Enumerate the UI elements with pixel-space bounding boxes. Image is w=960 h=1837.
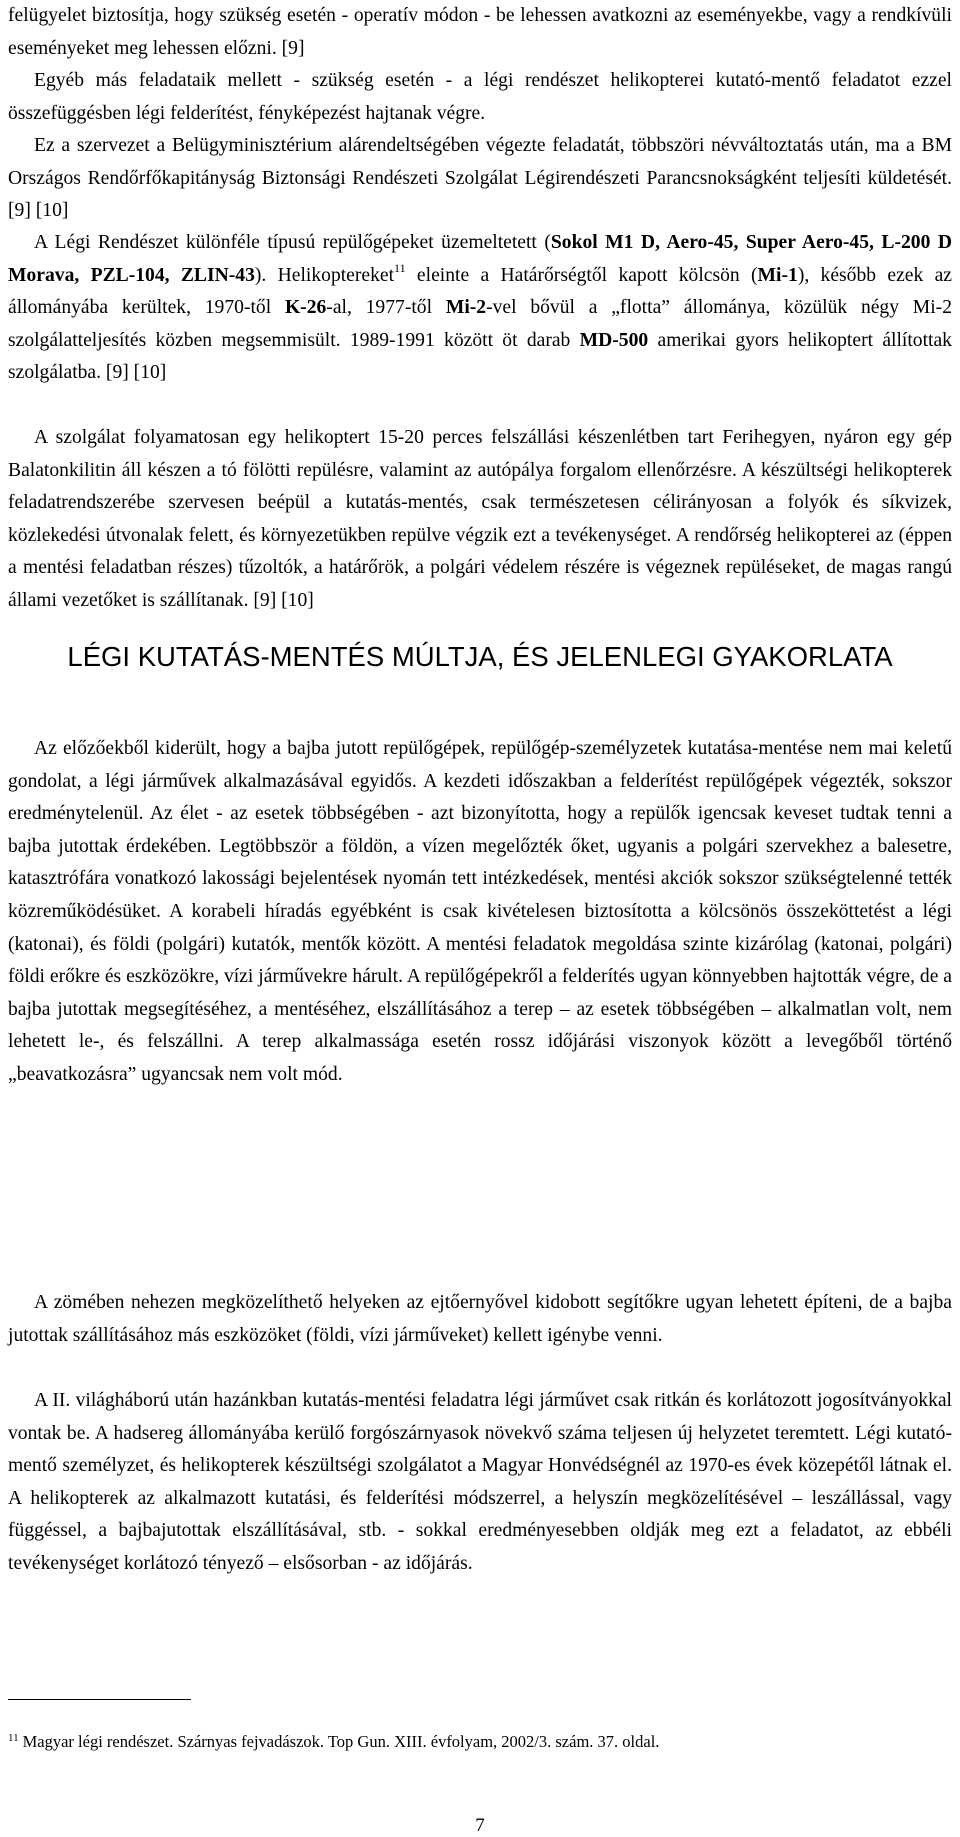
paragraph-organization: Ez a szervezet a Belügyminisztérium alárendeltségében végezte feladatát, többszöri névváltoztatás után, ma a BM Országos Rendőrfőkapitányság Biztonsági Rendészeti Szolgálat Légirendészeti Parancsnokságként teljesíti küldetését. [9] [10] [8, 135, 952, 222]
paragraph-other-tasks: Egyéb más feladataik mellett - szükség esetén - a légi rendészet helikopterei kutató-mentő feladatot ezzel összefüggésben légi felderítést, fényképezést hajtanak végre. [8, 70, 952, 124]
paragraph-parachute: A zömében nehezen megközelíthető helyeken az ejtőernyővel kidobott segítőkre ugyan lehetett építeni, de a bajba jutottak szállításához más eszközöket (földi, vízi járműveket) kellett igénybe venni. [8, 1292, 952, 1346]
footnote-text: Magyar légi rendészet. Szárnyas fejvadászok. Top Gun. XIII. évfolyam, 2002/3. szám. 37. oldal. [22, 1732, 660, 1751]
fleet-aircraft-types: Sokol M1 D, Aero-45, Super Aero-45, L-200 D Morava, PZL-104, ZLIN-43 [8, 232, 952, 286]
paragraph-history: Az előzőekből kiderült, hogy a bajba jutott repülőgépek, repülőgép-személyzetek kutatása-mentése nem mai keletű gondolat, a légi járművek alkalmazásával egyidős. A kezdeti időszakban a felderítést repülőgépek végezték, sokszor eredménytelenül. Az élet - az esetek többségében - azt bizonyította, hogy a repülők igencsak keveset tudtak tenni a bajba jutottak érdekében. Legtöbbször a földön, a vízen megelőzték őket, ugyanis a polgári szervekhez a balesetre, katasztrófára vonatkozó lakossági bejelentések nyomán tett intézkedések, mentési akciók sokszor szükségtelenné tették közreműködésüket. A korabeli híradás egyébként is csak kivételesen biztosította a kölcsönös összeköttetést a légi (katonai), és földi (polgári) kutatók, mentők között. A mentési feladatok megoldása szinte kizárólag (katonai, polgári) földi erőkre és eszközökre, vízi járművekre hárult. A repülőgépekről a felderítés ugyan könnyebben hajtották végre, de a bajba jutottak megsegítéséhez, a mentéséhez, elszállításához a terep – az esetek többségében – alkalmatlan volt, nem lehetett le-, és felszállni. A terep alkalmassága esetén rossz időjárási viszonyok között a levegőből történő „beavatkozásra” ugyancsak nem volt mód. [8, 738, 952, 1085]
paragraph-intro: felügyelet biztosítja, hogy szükség esetén - operatív módon - be lehessen avatkozni az eseményekbe, vagy a rendkívüli eseményeket meg lehessen előzni. [9] [8, 5, 952, 59]
paragraph-fleet: A Légi Rendészet különféle típusú repülőgépeket üzemeltetett (Sokol M1 D, Aero-45, Super Aero-45, L-200 D Morava, PZL-104, ZLIN-43). Helikoptereket$^{11}$ eleinte a Határőrségtől kapott kölcsön (Mi-1), később ezek az állományába kerültek, 1970-től K-26-al, 1977-től Mi-2-vel bővül a „flotta” állománya, közülük négy Mi-2 szolgálatteljesítés közben megsemmisült. 1989-1991 között öt darab MD-500 amerikai gyors helikoptert állítottak szolgálatba. [9] [10] [8, 232, 952, 384]
footnote-reference: 11 [394, 260, 406, 275]
page-number: 7 [475, 1815, 485, 1836]
footnote [8, 1727, 952, 1753]
footnote-divider [8, 1699, 191, 1700]
paragraph-postwar: A II. világháború után hazánkban kutatás-mentési feladatra légi járművet csak ritkán és korlátozott jogosítványokkal vontak be. A hadsereg állományába kerülő forgószárnyasok növekvő száma teljesen új helyzetet teremtett. Légi kutató-mentő személyzet, és helikopterek készültségi szolgálatot a Magyar Honvédségnél az 1970-es évek közepétől látnak el. A helikopterek az alkalmazott kutatási, és felderítési módszerrel, a helyszín megközelítésével – leszállással, vagy függéssel, a bajbajutottak elszállításával, stb. - sokkal eredményesebben oldják meg ezt a feladatot, az ebbéli tevékenységet korlátozó tényező – elsősorban - az időjárás. [8, 1390, 952, 1574]
paragraph-service: A szolgálat folyamatosan egy helikoptert 15-20 perces felszállási készenlétben tart Ferihegyen, nyáron egy gép Balatonkilitin áll készen a tó fölötti repülésre, valamint az autópálya forgalom ellenőrzésre. A készültségi helikopterek feladatrendszerébe szervesen beépül a kutatás-mentés, csak természetesen célirányosan a folyók és síkvizek, közlekedési útvonalak felett, és környezetükben repülve végzik ezt a tevékenységet. A rendőrség helikopterei az (éppen a mentési feladatban részes) tűzoltók, a határőrök, a polgári védelem részére is végeznek repüléseket, de magas rangú állami vezetőket is szállítanak. [9] [10] [8, 427, 952, 611]
section-heading: LÉGI KUTATÁS-MENTÉS MÚLTJA, ÉS JELENLEGI GYAKORLATA [67, 641, 893, 672]
footnote-mark: 11 [8, 1732, 19, 1744]
